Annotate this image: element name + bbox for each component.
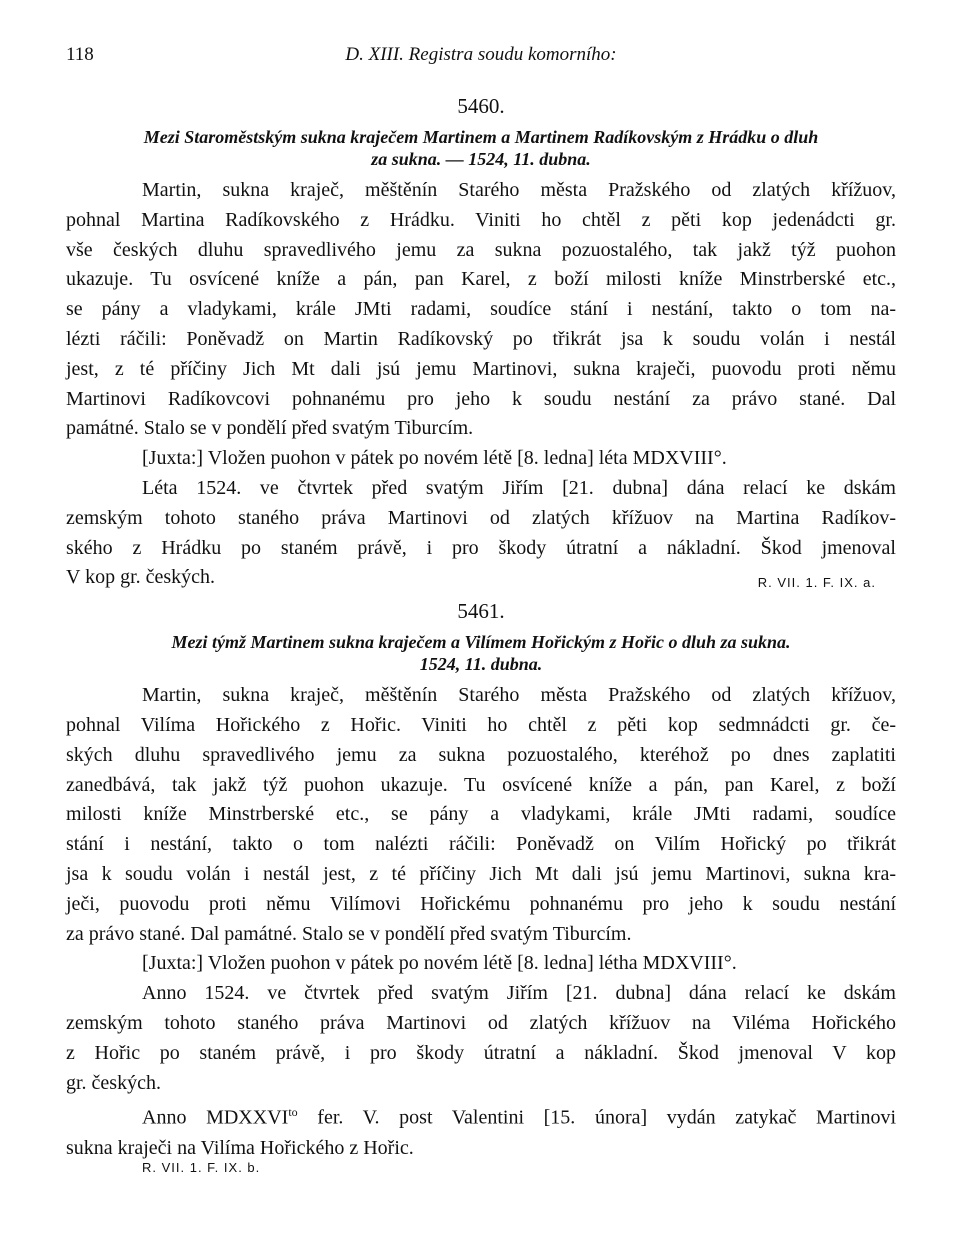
entry-number: 5460.	[457, 94, 505, 118]
summary-line: Mezi týmž Martinem sukna kraječem a Vilímem Hořickým z Hořic o dluh za sukna.	[171, 632, 791, 653]
paragraph-line: Martin, sukna kraječ, měštěnín Starého města Pražského od zlatých křížuov,	[142, 179, 896, 201]
paragraph-line: Léta 1524. ve čtvrtek před svatým Jiřím [21. dubna] dána relací ke dskám	[142, 476, 896, 499]
paragraph-line: [Juxta:] Vložen puohon v pátek po novém létě [8. ledna] léta MDXVIII°.	[142, 447, 727, 470]
paragraph-line: jsa k soudu volán i nestál jest, z té příčiny Jich Mt dali jsú jemu Martinovi, sukna kra-	[66, 862, 896, 885]
paragraph-line: [Juxta:] Vložen puohon v pátek po novém létě [8. ledna] létha MDXVIII°.	[142, 952, 737, 975]
paragraph-line: ského z Hrádku po staném právě, i pro škody útratní a nákladní. Škod jmenoval	[66, 536, 896, 559]
paragraph	[66, 979, 896, 1098]
paragraph	[66, 681, 896, 949]
paragraph-line: jest, z té příčiny Jich Mt dali jsú jemu Martinovi, sukna kraječi, puovodu proti němu	[66, 357, 896, 380]
paragraph-line: Martinovi Radíkovcovi pohnanému pro jeho k soudu nestání za právo stané. Dal	[66, 387, 896, 410]
paragraph-line: za právo stané. Dal památné. Stalo se v pondělí před svatým Tiburcím.	[66, 922, 632, 945]
paragraph-line: památné. Stalo se v pondělí před svatým Tiburcím.	[66, 417, 474, 440]
paragraph-line: Anno $MDXXVI^{to}$ fer. V. post Valentini [15. února] vydán zatykač Martinovi	[142, 1105, 896, 1129]
paragraph-line: sukna kraječi na Vilíma Hořického z Hořic.	[66, 1136, 414, 1159]
paragraph-line: gr. českých.	[66, 1071, 161, 1094]
running-head	[66, 40, 896, 74]
entries	[66, 92, 896, 1175]
paragraph-line: zemským tohoto staného práva Martinovi od zlatých křížuov na Martina Radíkov-	[66, 506, 896, 529]
paragraph-line: milosti kníže Minstrberské etc., se pány a vladykami, krále JMti radami, soudíce	[66, 803, 896, 826]
paragraph-line: se pány a vladykami, krále JMti radami, soudíce stání i nestání, takto o tom na-	[66, 298, 896, 321]
paragraph	[66, 949, 896, 979]
paragraph-line: vše českých dluhu spravedlivého jemu za sukna pozuostalého, tak jakž týž puohon	[66, 238, 896, 261]
paragraph-line: zemským tohoto staného práva Martinovi od zlatých křížuov na Viléma Hořického	[66, 1011, 896, 1034]
paragraph	[66, 176, 896, 444]
page-number: 118	[66, 44, 94, 65]
paragraph-line: stání i nestání, takto o tom nalézti ráčili: Poněvadž on Vilím Hořický po třikrát	[66, 833, 896, 856]
paragraph	[66, 1098, 896, 1163]
paragraph-line: V kop gr. českých. R. VII. 1. F. IX. a.	[66, 563, 896, 593]
document-page	[66, 40, 896, 1175]
summary-line: Mezi Staroměstským sukna kraječem Martinem a Martinem Radíkovským z Hrádku o dluh	[143, 127, 819, 147]
summary-line: 1524, 11. dubna.	[419, 654, 543, 675]
paragraph	[66, 444, 896, 474]
entry-summary	[66, 126, 896, 170]
running-title: D. XIII. Registra soudu komorního:	[345, 44, 617, 65]
paragraph-line: ských dluhu spravedlivého jemu za sukna pozuostalého, kteréhož po dnes zaplatiti	[66, 743, 896, 766]
shelfmark: R. VII. 1. F. IX. b.	[142, 1159, 261, 1175]
paragraph-line: lézti ráčili: Poněvadž on Martin Radíkovský po třikrát jsa k soudu volán i nestál	[66, 327, 896, 350]
paragraph-line: Martin, sukna kraječ, měštěnín Starého města Pražského od zlatých křížuov,	[142, 684, 896, 707]
paragraph-line: Anno 1524. ve čtvrtek před svatým Jiřím [21. dubna] dána relací ke dskám	[142, 982, 896, 1005]
paragraph-line: ukazuje. Tu osvícené kníže a pán, pan Karel, z boží milosti kníže Minstrberské etc.,	[66, 268, 896, 291]
entry-number: 5461.	[457, 599, 505, 624]
paragraph-line: z Hořic po staném právě, i pro škody útratní a nákladní. Škod jmenoval V kop	[66, 1041, 896, 1064]
paragraph	[66, 474, 896, 593]
paragraph-line: ječi, puovodu proti němu Vilímovi Hořickému pohnanému pro jeho k soudu nestání	[66, 892, 896, 915]
paragraph-line: pohnal Martina Radíkovského z Hrádku. Viniti ho chtěl z pěti kop jedenádcti gr.	[66, 208, 896, 231]
paragraph-line: zanedbává, tak jakž týž puohon ukazuje. Tu osvícené kníže a pán, pan Karel, z boží	[66, 773, 896, 796]
entry-summary	[66, 631, 896, 675]
paragraph-line: pohnal Vilíma Hořického z Hořic. Viniti ho chtěl z pěti kop sedmnádcti gr. če-	[66, 713, 896, 736]
summary-line: za sukna. — 1524, 11. dubna.	[371, 149, 591, 169]
shelfmark: R. VII. 1. F. IX. a.	[757, 575, 876, 591]
